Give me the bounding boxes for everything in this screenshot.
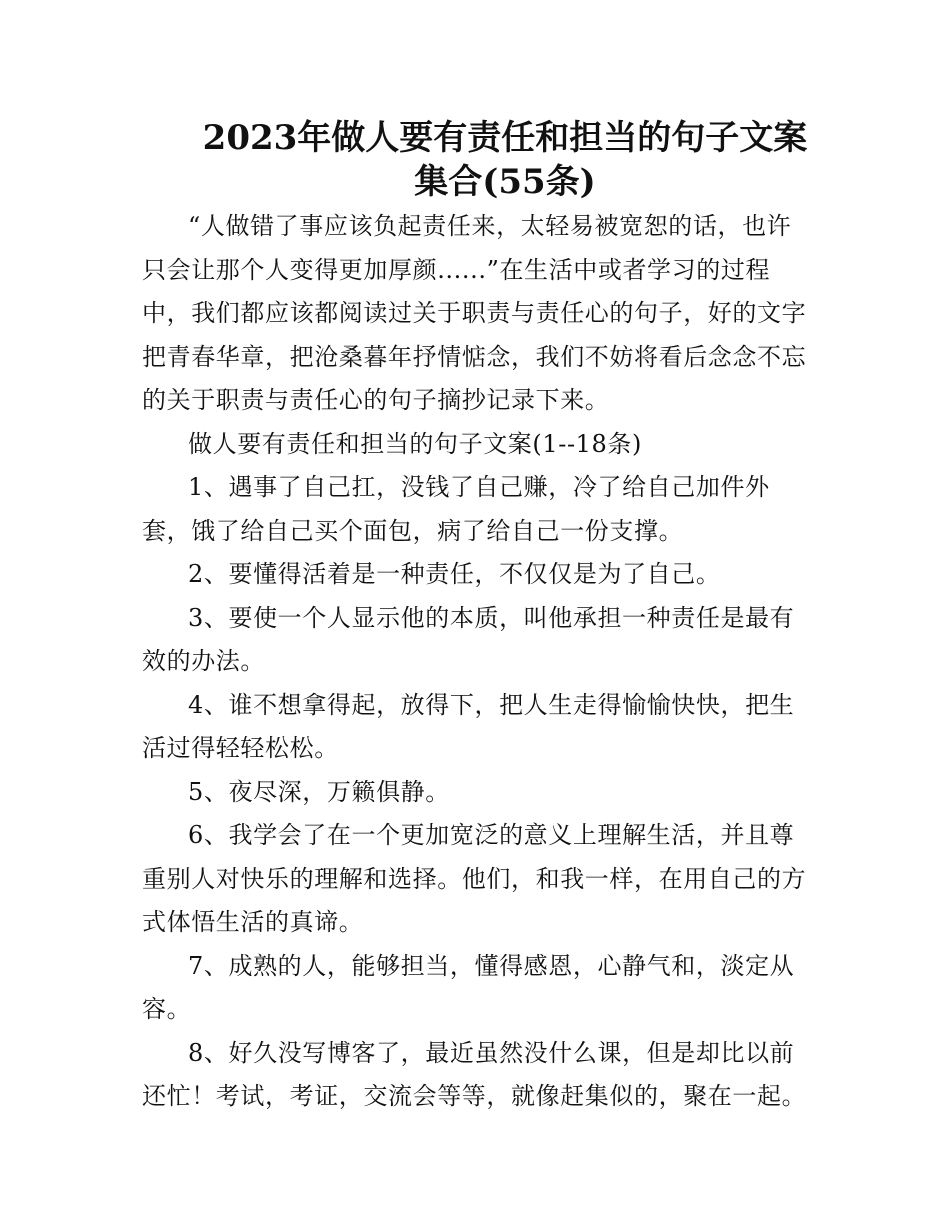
body-line: 把青春华章，把沧桑暮年抒情惦念，我们不妨将看后念念不忘 xyxy=(142,342,807,371)
list-item-line: 活过得轻轻松松。 xyxy=(142,734,339,762)
section-heading: 做人要有责任和担当的句子文案(1--18条) xyxy=(188,429,642,458)
list-item-line: 效的办法。 xyxy=(142,647,265,675)
list-item-line: 重别人对快乐的理解和选择。他们，和我一样，在用自己的方 xyxy=(142,864,807,893)
document-title-line-2: 集合(55条) xyxy=(414,162,596,202)
document-body xyxy=(142,205,814,1119)
list-item-line: 7、成熟的人，能够担当，懂得感恩，心静气和，淡定从 xyxy=(188,951,795,980)
list-item-line: 式体悟生活的真谛。 xyxy=(142,908,364,936)
list-item-line: 3、要使一个人显示他的本质，叫他承担一种责任是最有 xyxy=(188,603,795,632)
list-item-line: 还忙！考试，考证，交流会等等，就像赶集似的，聚在一起。 xyxy=(142,1082,807,1110)
body-line: 中，我们都应该都阅读过关于职责与责任心的句子，好的文字 xyxy=(142,299,807,327)
list-item-line: 6、我学会了在一个更加宽泛的意义上理解生活，并且尊 xyxy=(188,821,795,849)
list-item-line: 8、好久没写博客了，最近虽然没什么课，但是却比以前 xyxy=(188,1038,795,1067)
body-line: 只会让那个人变得更加厚颜......”在生活中或者学习的过程 xyxy=(142,255,771,284)
list-item-line: 5、夜尽深，万籁俱静。 xyxy=(188,777,450,806)
list-item-line: 套，饿了给自己买个面包，病了给自己一份支撑。 xyxy=(142,516,684,545)
list-item-line: 容。 xyxy=(142,995,192,1023)
list-item-line: 4、谁不想拿得起，放得下，把人生走得愉愉快快，把生 xyxy=(188,690,795,719)
list-item-line: 1、遇事了自己扛，没钱了自己赚，冷了给自己加件外 xyxy=(188,473,770,501)
body-line: 的关于职责与责任心的句子摘抄记录下来。 xyxy=(142,386,610,414)
list-item-line: 2、要懂得活着是一种责任，不仅仅是为了自己。 xyxy=(188,560,721,588)
body-line: “人做错了事应该负起责任来，太轻易被宽恕的话，也许 xyxy=(188,212,792,240)
document-title-line-1: 2023年做人要有责任和担当的句子文案 xyxy=(202,118,808,158)
